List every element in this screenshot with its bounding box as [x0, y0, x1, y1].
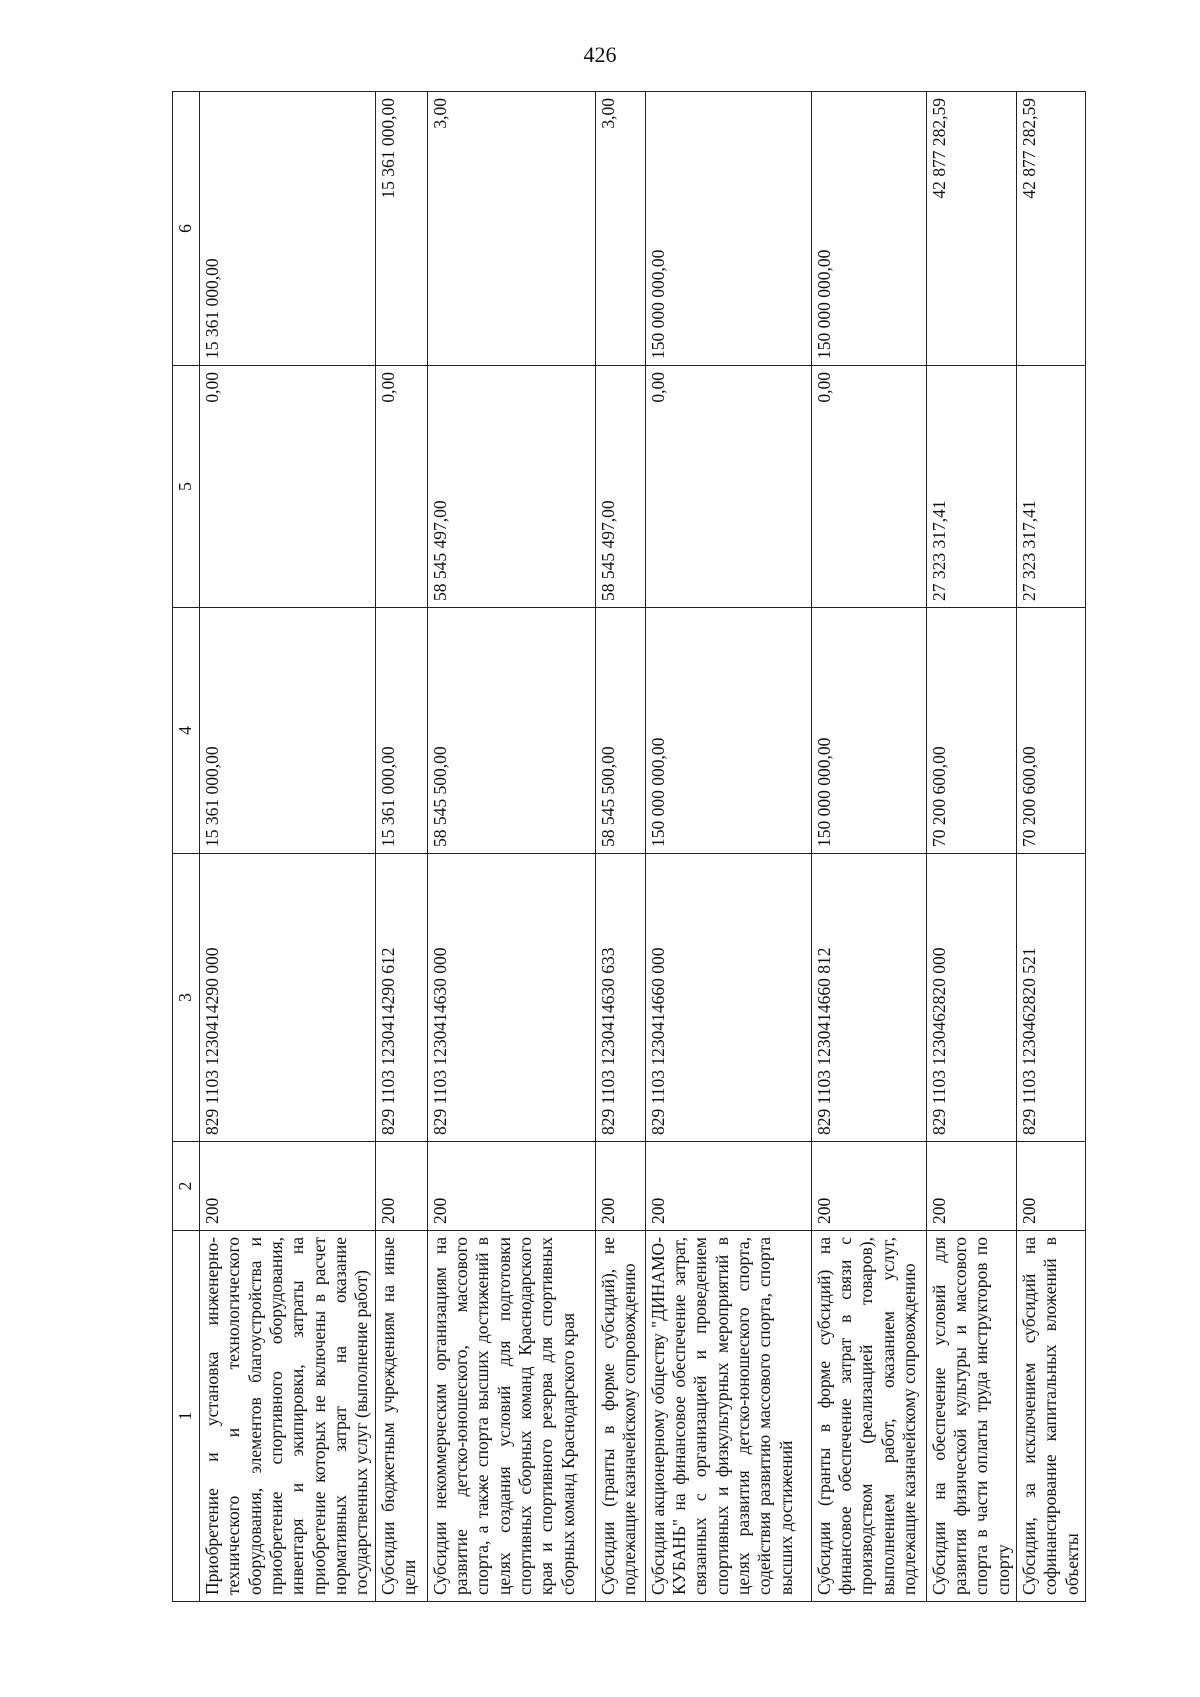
- row-classification: 829 1103 1230414290 612: [375, 854, 427, 1142]
- row-col5: 0,00: [811, 366, 926, 608]
- row-classification: 829 1103 1230414290 000: [200, 854, 376, 1142]
- row-name: Субсидии бюджетным учреждениям на иные цели: [375, 1231, 427, 1602]
- row-code: 200: [811, 1142, 926, 1231]
- row-code: 200: [427, 1142, 595, 1231]
- column-header: 3: [173, 854, 200, 1142]
- row-name: Субсидии (гранты в форме субсидий), не подлежащие казначейскому сопровождению: [595, 1231, 645, 1602]
- row-col4: 15 361 000,00: [200, 608, 376, 854]
- row-classification: 829 1103 1230414630 000: [427, 854, 595, 1142]
- row-col6: 15 361 000,00: [375, 92, 427, 366]
- column-header: 6: [173, 92, 200, 366]
- row-code: 200: [375, 1142, 427, 1231]
- row-col5: 0,00: [645, 366, 811, 608]
- row-classification: 829 1103 1230462820 521: [1017, 854, 1086, 1142]
- row-code: 200: [200, 1142, 376, 1231]
- row-col4: 70 200 600,00: [1017, 608, 1086, 854]
- row-col5: 58 545 497,00: [427, 366, 595, 608]
- rotated-table-container: [172, 92, 1084, 1602]
- budget-table: [172, 91, 1086, 1602]
- row-col4: 58 545 500,00: [595, 608, 645, 854]
- row-col4: 150 000 000,00: [811, 608, 926, 854]
- row-code: 200: [595, 1142, 645, 1231]
- table-row: [595, 92, 645, 1602]
- row-name: Субсидии, за исключением субсидий на софинансирование капитальных вложений в объекты: [1017, 1231, 1086, 1602]
- table-row: [427, 92, 595, 1602]
- row-name: Субсидии некоммерческим организациям на развитие детско-юношеского, массового спорта, а также спорта высших достижений в целях создания условий для подготовки спортивных сборных команд Краснодарского края и спортивного резерва для спортивных сборных команд Краснодарского края: [427, 1231, 595, 1602]
- row-col4: 70 200 600,00: [926, 608, 1016, 854]
- column-header: 1: [173, 1231, 200, 1602]
- row-col6: 42 877 282,59: [1017, 92, 1086, 366]
- row-col6: 150 000 000,00: [645, 92, 811, 366]
- row-classification: 829 1103 1230462820 000: [926, 854, 1016, 1142]
- table-row: [375, 92, 427, 1602]
- row-col5: 0,00: [375, 366, 427, 608]
- row-name: Субсидии (гранты в форме субсидий) на финансовое обеспечение затрат в связи с производством (реализацией товаров), выполнением работ, оказанием услуг, подлежащие казначейскому сопровождению: [811, 1231, 926, 1602]
- row-name: Приобретение и установка инженерно-технического и технологического оборудования, элементов благоустройства и приобретение спортивного оборудования, инвентаря и экипировки, затраты на приобретение которых не включены в расчет нормативных затрат на оказание государственных услуг (выполнение работ): [200, 1231, 376, 1602]
- column-header: 5: [173, 366, 200, 608]
- row-col5: 58 545 497,00: [595, 366, 645, 608]
- page-number: 426: [583, 42, 617, 67]
- row-col4: 150 000 000,00: [645, 608, 811, 854]
- row-col6: 42 877 282,59: [926, 92, 1016, 366]
- row-col5: 0,00: [200, 366, 376, 608]
- row-name: Субсидии на обеспечение условий для развития физической культуры и массового спорта в части оплаты труда инструкторов по спорту: [926, 1231, 1016, 1602]
- row-classification: 829 1103 1230414630 633: [595, 854, 645, 1142]
- row-col6: 15 361 000,00: [200, 92, 376, 366]
- row-col6: 150 000 000,00: [811, 92, 926, 366]
- row-code: 200: [926, 1142, 1016, 1231]
- column-header: 2: [173, 1142, 200, 1231]
- row-name: Субсидии акционерному обществу "ДИНАМО-КУБАНЬ" на финансовое обеспечение затрат, связанных с организацией и проведением спортивных и физкультурных мероприятий в целях развития детско-юношеского спорта, содействия развитию массового спорта, спорта высших достижений: [645, 1231, 811, 1602]
- row-col4: 15 361 000,00: [375, 608, 427, 854]
- row-col6: 3,00: [427, 92, 595, 366]
- table-row: [926, 92, 1016, 1602]
- row-code: 200: [1017, 1142, 1086, 1231]
- row-col5: 27 323 317,41: [1017, 366, 1086, 608]
- column-header: 4: [173, 608, 200, 854]
- table-row: [645, 92, 811, 1602]
- table-row: [811, 92, 926, 1602]
- row-code: 200: [645, 1142, 811, 1231]
- table-row: [200, 92, 376, 1602]
- row-classification: 829 1103 1230414660 000: [645, 854, 811, 1142]
- row-col4: 58 545 500,00: [427, 608, 595, 854]
- row-col6: 3,00: [595, 92, 645, 366]
- table-row: [1017, 92, 1086, 1602]
- row-col5: 27 323 317,41: [926, 366, 1016, 608]
- row-classification: 829 1103 1230414660 812: [811, 854, 926, 1142]
- table-header-row: [173, 92, 200, 1602]
